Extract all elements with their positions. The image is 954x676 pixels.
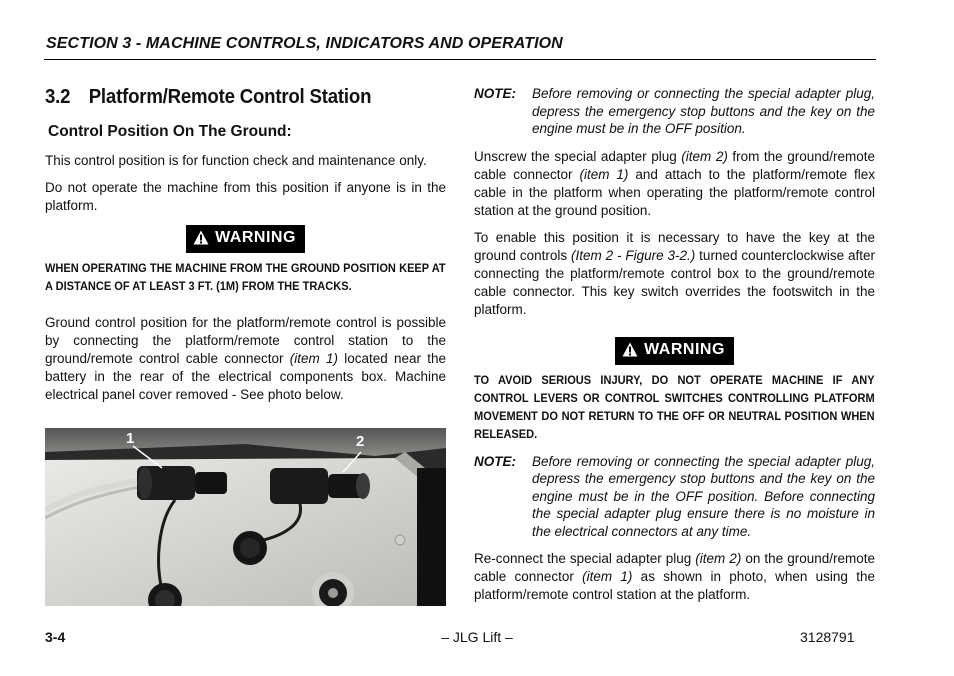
note-adapter-plug [474, 85, 875, 138]
photo-label-item-2: 2 [356, 433, 365, 450]
page-number: 3-4 [45, 629, 66, 645]
paragraph-ground-control [45, 314, 446, 404]
warning-banner-right [474, 337, 875, 365]
header-divider [44, 59, 876, 60]
note-moisture [474, 453, 875, 541]
text-segment: Ground control position for the platform/remote control is possible by connecting the platform/remote control station to the ground/remote control cable connector [45, 315, 446, 366]
text-segment: located near the battery in the rear of the electrical components box. Machine electrical panel cover removed - See photo below. [45, 351, 446, 402]
right-column [474, 85, 875, 604]
figure-reference: (Item 2 - Figure 3-2.) [571, 247, 696, 263]
item-reference: (item 1) [582, 569, 633, 584]
text-segment: Re-connect the special adapter plug [474, 551, 696, 566]
subheading: Control Position On The Ground: [48, 123, 292, 140]
section-title: SECTION 3 - MACHINE CONTROLS, INDICATORS AND OPERATION [46, 35, 563, 52]
item-reference: (item 1) [579, 166, 629, 182]
section-heading [45, 86, 418, 109]
text-segment: To enable this position it is necessary to have the key at the ground controls [474, 229, 875, 263]
warning-badge [186, 225, 305, 253]
text-segment: and attach to the platform/remote flex cable in the platform when operating the platform/remote control station at the ground position. [474, 166, 876, 218]
item-reference: (item 2) [695, 551, 742, 566]
paragraph-reconnect-plug [474, 550, 875, 604]
note-label: NOTE: [474, 86, 516, 101]
text-segment: from the ground/remote cable connector [474, 148, 875, 182]
photo-label-item-1: 1 [126, 430, 135, 447]
note-text: Before removing or connecting the special adapter plug, depress the emergency stop buttons and the key on the engine must be in the OFF position. [532, 86, 875, 136]
warning-text-tracks: WHEN OPERATING THE MACHINE FROM THE GROUND POSITION KEEP AT A DISTANCE OF AT LEAST 3 FT. (1M) FROM THE TRACKS. [45, 261, 446, 293]
warning-badge [615, 337, 734, 365]
item-reference: (item 1) [289, 351, 339, 366]
warning-text-control-levers: TO AVOID SERIOUS INJURY, DO NOT OPERATE MACHINE IF ANY CONTROL LEVERS OR CONTROL SWITCHES CONTROLLING PLATFORM MOVEMENT DO NOT RETURN TO THE OFF OR NEUTRAL POSITION WHEN RELEASED. [474, 372, 875, 441]
footer-publisher: – JLG Lift – [441, 629, 513, 645]
note-label: NOTE: [474, 453, 516, 469]
section-heading-number: 3.2 [45, 86, 71, 108]
paragraph-enable-position [474, 229, 875, 319]
connector-photo [45, 428, 446, 606]
paragraph-unscrew-plug [474, 148, 875, 220]
text-segment: turned counterclockwise after connecting the platform/remote control box to the ground/remote cable connector. This key switch overrides the footswitch in the platform. [474, 247, 876, 317]
warning-label: WARNING [215, 229, 296, 246]
connector-photo-illustration [45, 428, 446, 606]
item-reference: (item 2) [681, 148, 728, 164]
warning-banner-left [45, 225, 446, 253]
text-segment: as shown in photo, when using the platform/remote control station at the platform. [474, 569, 875, 602]
note-text: Before removing or connecting the special adapter plug, depress the emergency stop buttons and the key on the engine must be in the OFF position. Before connecting the special adapter plug ensure there is no moisture in the electrical connectors at any time. [532, 453, 875, 539]
left-column [45, 82, 446, 404]
text-segment: on the ground/remote cable connector [474, 551, 875, 584]
warning-triangle-icon [622, 342, 638, 363]
warning-label: WARNING [644, 340, 725, 358]
section-heading-title: Platform/Remote Control Station [88, 86, 372, 108]
text-segment: Unscrew the special adapter plug [474, 148, 682, 164]
document-number: 3128791 [800, 629, 855, 645]
paragraph-do-not-operate: Do not operate the machine from this position if anyone is in the platform. [45, 180, 446, 213]
paragraph-maintenance: This control position is for function check and maintenance only. [45, 153, 427, 168]
warning-triangle-icon [193, 230, 209, 251]
